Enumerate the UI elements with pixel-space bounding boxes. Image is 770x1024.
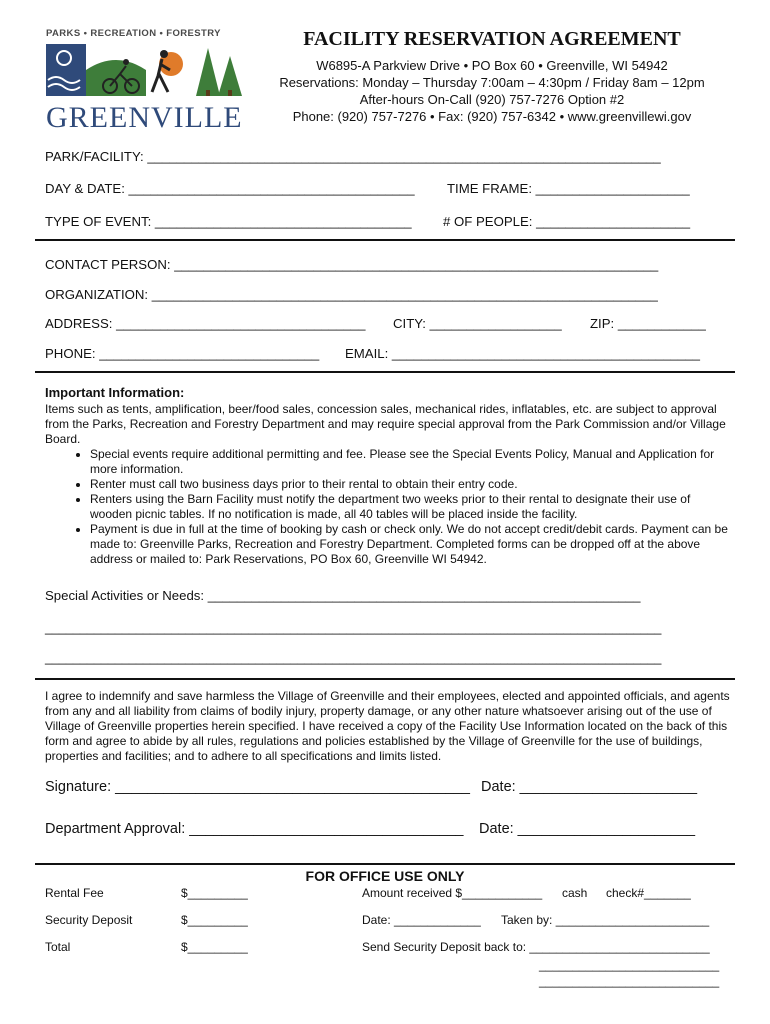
list-item: • Payment is due in full at the time of booking by cash or check only. We do not accept credit/debit cards. Payment can be made to: Greenville Parks, Recreation and Forestry Department. Completed forms can be dropped off at the above address or mailed to: Park Reservations, PO Box 60, Greenville WI 54942. (90, 522, 735, 567)
special-activities-line[interactable]: ________________________________________________________________________________________ (45, 651, 662, 665)
contact-person-field[interactable]: CONTACT PERSON: __________________________________________________________________ (45, 257, 659, 272)
organization-field[interactable]: ORGANIZATION: _____________________________________________________________________ (45, 287, 658, 302)
send-deposit-back-line[interactable]: ___________________________ (539, 974, 720, 988)
check-number-field[interactable]: check#_______ (606, 886, 691, 900)
header-reservations: Reservations: Monday – Thursday 7:00am – 4:30pm / Friday 8am – 12pm (279, 75, 705, 90)
security-deposit-label: Security Deposit (45, 913, 133, 927)
section-divider (35, 863, 735, 865)
phone-field[interactable]: PHONE: ______________________________ (45, 346, 320, 361)
park-facility-field[interactable]: PARK/FACILITY: ______________________________________________________________________ (45, 149, 661, 164)
time-frame-field[interactable]: TIME FRAME: _____________________ (447, 181, 690, 196)
important-intro: Items such as tents, amplification, beer/food sales, concession sales, mechanical rides, inflatables, etc. are subject to approval from the Parks, Recreation and Forestry Department and may require special approval from the Park Commission and/or Village Board. (45, 402, 726, 446)
special-activities-line[interactable]: ________________________________________________________________________________________ (45, 621, 662, 635)
important-list (45, 447, 735, 567)
important-heading: Important Information: (45, 385, 185, 400)
day-date-field[interactable]: DAY & DATE: _______________________________________ (45, 181, 415, 196)
page-title: FACILITY RESERVATION AGREEMENT (303, 28, 681, 50)
important-info (45, 402, 735, 567)
office-date-field[interactable]: Date: _____________ (362, 913, 481, 927)
header-address: W6895-A Parkview Drive • PO Box 60 • Greenville, WI 54942 (316, 58, 668, 73)
security-deposit-field[interactable]: $_________ (181, 913, 248, 927)
department-approval-field[interactable]: Department Approval: __________________________________ (45, 821, 464, 837)
rental-fee-field[interactable]: $_________ (181, 886, 248, 900)
zip-field[interactable]: ZIP: ____________ (590, 316, 706, 331)
section-divider (35, 371, 735, 373)
logo-wordmark: GREENVILLE (46, 101, 243, 134)
total-label: Total (45, 940, 71, 954)
indemnity-agreement: I agree to indemnify and save harmless the Village of Greenville and their employees, elected and appointed officials, and agents from any and all liability from claims of bodily injury, property damage, or any other nature whatsoever arising out of the use of Village of Greenville properties herein specified. I have received a copy of the Facility Use Information located on the back of this form and agree to abide by all rules, regulations and policies established by the Village of Greenville for the use of buildings, properties and facilities; and to adhere to all specifications and limits listed. (45, 689, 730, 763)
logo-art-icon (46, 40, 251, 102)
office-use-title: FOR OFFICE USE ONLY (305, 868, 465, 884)
total-field[interactable]: $_________ (181, 940, 248, 954)
city-field[interactable]: CITY: __________________ (393, 316, 562, 331)
section-divider (35, 239, 735, 241)
type-of-event-field[interactable]: TYPE OF EVENT: ___________________________________ (45, 214, 412, 229)
signature-date-field[interactable]: Date: ______________________ (481, 779, 698, 795)
header-contact: Phone: (920) 757-7276 • Fax: (920) 757-6342 • www.greenvillewi.gov (292, 109, 692, 124)
list-item: • Special events require additional permitting and fee. Please see the Special Events Policy, Manual and Application for more information. (90, 447, 735, 477)
signature-field[interactable]: Signature: ____________________________________________ (45, 779, 470, 795)
rental-fee-label: Rental Fee (45, 886, 104, 900)
logo-tagline: PARKS • RECREATION • FORESTRY (46, 28, 221, 39)
num-people-field[interactable]: # OF PEOPLE: _____________________ (443, 214, 691, 229)
email-field[interactable]: EMAIL: __________________________________________ (345, 346, 700, 361)
list-item: • Renter must call two business days prior to their rental to obtain their entry code. (90, 477, 735, 492)
taken-by-field[interactable]: Taken by: _______________________ (501, 913, 710, 927)
send-deposit-back-field[interactable]: Send Security Deposit back to: ___________________________ (362, 940, 710, 954)
header-after-hours: After-hours On-Call (920) 757-7276 Option #2 (359, 92, 625, 107)
approval-date-field[interactable]: Date: ______________________ (479, 821, 696, 837)
list-item: • Renters using the Barn Facility must notify the department two weeks prior to their rental to designate their use of wooden picnic tables. If no notification is made, all 40 tables will be placed inside the facility. (90, 492, 735, 522)
address-field[interactable]: ADDRESS: __________________________________ (45, 316, 366, 331)
greenville-logo (46, 28, 251, 134)
send-deposit-back-line[interactable]: ___________________________ (539, 958, 720, 972)
special-activities-field[interactable]: Special Activities or Needs: ___________________________________________________________ (45, 588, 641, 603)
cash-label: cash (562, 886, 588, 900)
section-divider (35, 678, 735, 680)
amount-received-field[interactable]: Amount received $____________ (362, 886, 543, 900)
